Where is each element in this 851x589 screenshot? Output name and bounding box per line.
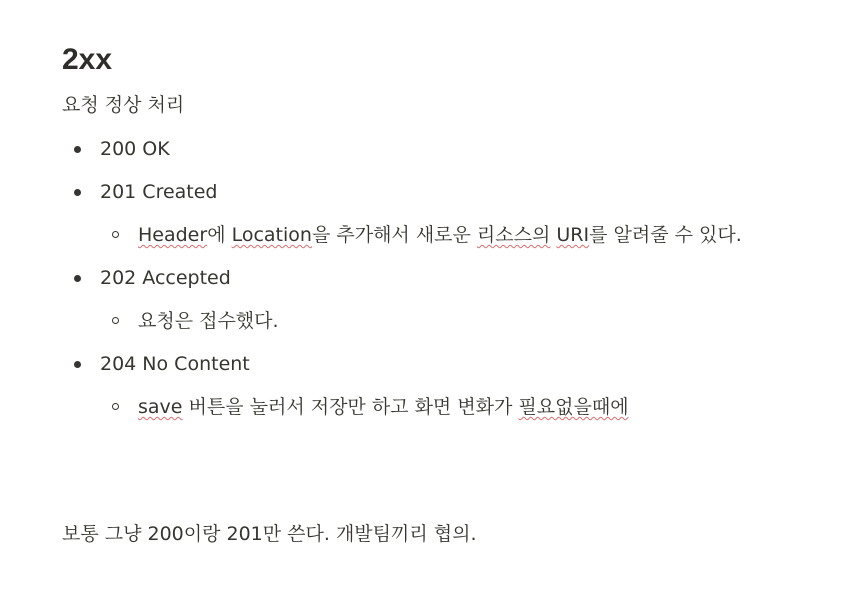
list-item-204[interactable] xyxy=(62,351,822,420)
bullet-circle-icon xyxy=(112,403,119,410)
bullet-disc-icon xyxy=(74,275,81,282)
sub-list xyxy=(100,222,822,248)
list-item-label: 202 Accepted xyxy=(100,267,231,289)
bullet-disc-icon xyxy=(74,146,81,153)
list-item-202[interactable] xyxy=(62,265,822,334)
spellcheck-word: save xyxy=(138,396,183,418)
sub-list-item[interactable] xyxy=(100,308,822,334)
status-code-list xyxy=(62,136,822,420)
list-item-label: 200 OK xyxy=(100,138,170,160)
sub-list-item[interactable] xyxy=(100,222,822,248)
spellcheck-word: 리소스의 xyxy=(476,224,551,246)
list-item-201[interactable] xyxy=(62,179,822,248)
list-item-label: 201 Created xyxy=(100,181,218,203)
sub-list xyxy=(100,308,822,334)
bullet-circle-icon xyxy=(112,231,119,238)
sub-list xyxy=(100,394,822,420)
list-item-label: 204 No Content xyxy=(100,353,250,375)
bullet-disc-icon xyxy=(74,361,81,368)
sub-list-text: 요청은 접수했다. xyxy=(138,310,279,332)
bullet-disc-icon xyxy=(74,189,81,196)
text-fragment: 에 xyxy=(207,224,232,246)
spellcheck-word: URI xyxy=(556,224,590,246)
text-fragment: 을 추가해서 새로운 xyxy=(311,224,477,246)
spellcheck-word: Header xyxy=(138,224,208,246)
list-item-200[interactable] xyxy=(62,136,822,162)
text-fragment: 를 알려줄 수 있다. xyxy=(589,224,742,246)
bullet-circle-icon xyxy=(112,317,119,324)
document-page xyxy=(62,40,822,420)
spellcheck-word: 필요없을때에 xyxy=(518,396,629,418)
sub-list-item[interactable] xyxy=(100,394,822,420)
text-fragment: 버튼을 눌러서 저장만 하고 화면 변화가 xyxy=(182,396,519,418)
footer-paragraph[interactable]: 보통 그냥 200이랑 201만 쓴다. 개발팀끼리 협의. xyxy=(62,523,477,545)
intro-text[interactable]: 요청 정상 처리 xyxy=(62,94,185,116)
page-heading[interactable]: 2xx xyxy=(62,43,113,76)
spellcheck-word: Location xyxy=(231,224,312,246)
